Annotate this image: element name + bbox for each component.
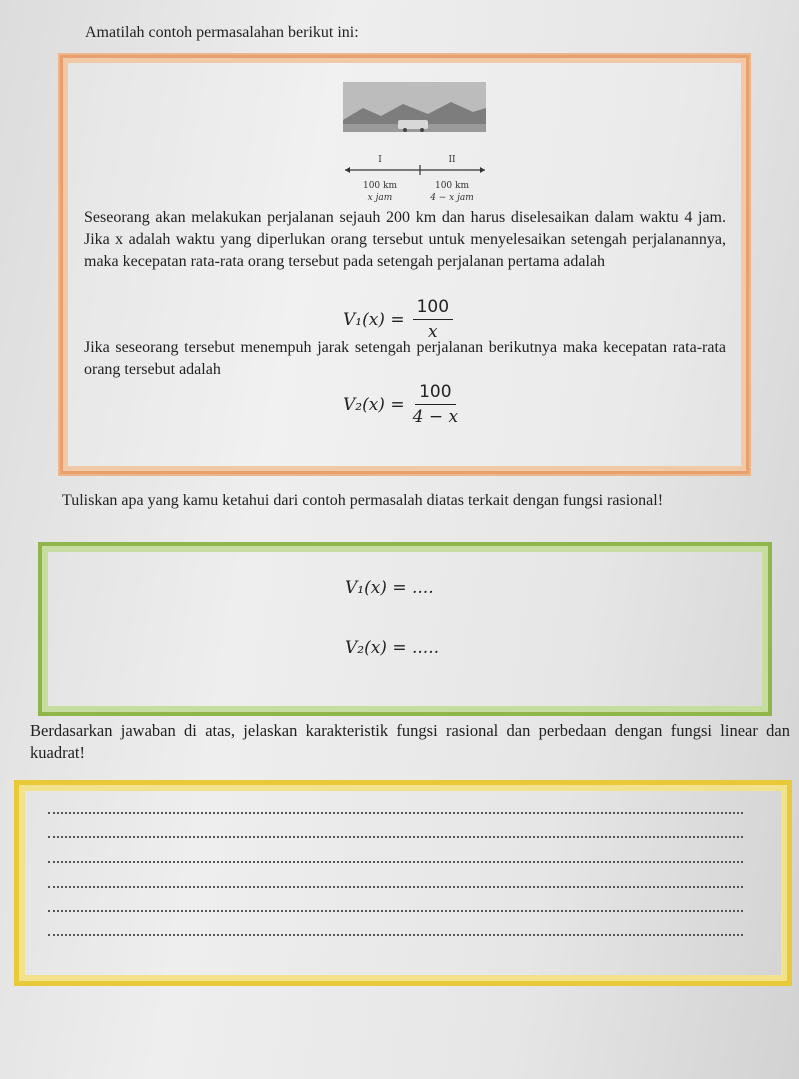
formula-v2-denominator: 4 − x	[412, 407, 459, 427]
answer-dotted-line[interactable]	[48, 812, 743, 814]
formula-v2	[343, 382, 458, 427]
intro-text: Amatilah contoh permasalahan berikut ini:	[85, 24, 359, 41]
formula-v1-numerator: 100	[413, 297, 453, 320]
distance-diagram	[340, 152, 490, 207]
segment-label-2: II	[448, 155, 456, 165]
answer-box	[38, 542, 772, 716]
formula-v1	[343, 297, 453, 342]
formula-v1-denominator: x	[428, 322, 438, 342]
formula-v2-lhs: V₂(x) =	[343, 394, 405, 415]
answer-dotted-line[interactable]	[48, 861, 743, 863]
distance-label-2: 100 km	[434, 181, 470, 191]
answer-dotted-line[interactable]	[48, 836, 743, 838]
problem-paragraph-2: Jika seseorang tersebut menempuh jarak setengah perjalanan berikutnya maka kecepatan rata-rata orang tersebut adalah	[84, 339, 726, 378]
formula-v1-lhs: V₁(x) =	[343, 309, 405, 330]
time-label-1: x jam	[367, 193, 393, 203]
segment-label-1: I	[378, 155, 382, 165]
answer-dotted-line[interactable]	[48, 910, 743, 912]
answer-dotted-line[interactable]	[48, 886, 743, 888]
time-label-2: 4 − x jam	[430, 193, 474, 203]
distance-label-1: 100 km	[362, 181, 398, 191]
problem-paragraph-1: Seseorang akan melakukan perjalanan sejauh 200 km dan harus diselesaikan dalam waktu 4 jam. Jika x adalah waktu yang diperlukan orang tersebut untuk menyelesaikan setengah perjalanannya, maka kecepatan rata-rata orang tersebut pada setengah perjalanan pertama adalah	[84, 209, 726, 270]
answer-line-2[interactable]: V₂(x) = .....	[345, 638, 440, 658]
essay-answer-box	[14, 780, 792, 986]
question-1: Tuliskan apa yang kamu ketahui dari contoh permasalah diatas terkait dengan fungsi rasional!	[62, 492, 664, 509]
road-trip-illustration	[343, 82, 486, 132]
formula-v2-numerator: 100	[415, 382, 455, 405]
answer-line-1[interactable]: V₁(x) = ....	[345, 578, 434, 598]
answer-dotted-line[interactable]	[48, 934, 743, 936]
question-2: Berdasarkan jawaban di atas, jelaskan karakteristik fungsi rasional dan perbedaan dengan fungsi linear dan kuadrat!	[30, 721, 790, 762]
